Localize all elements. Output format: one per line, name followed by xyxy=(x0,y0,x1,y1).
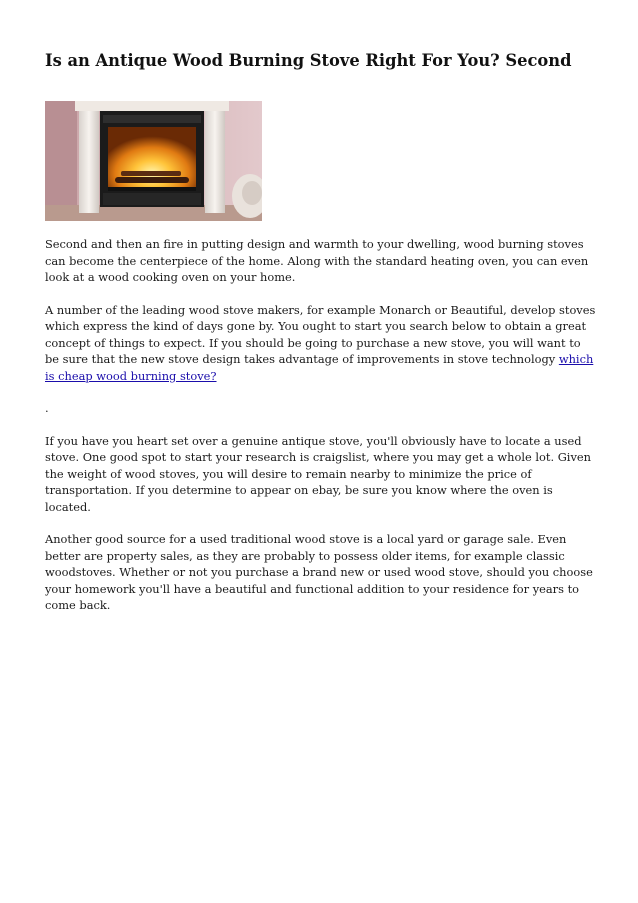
paragraph-2-text: A number of the leading wood stove makers, for example Monarch or Beautiful, develop stoves which express the kind of days gone by. You ought to start you search below to obtain a great concept of things to expect. If you should be going to purchase a new stove, you will want to be sure that the new stove design takes advantage of improvements in stove technology xyxy=(45,302,596,366)
article-title: Is an Antique Wood Burning Stove Right For You? Second xyxy=(45,51,572,70)
paragraph-2 xyxy=(45,302,597,385)
paragraph-1: Second and then an fire in putting design and warmth to your dwelling, wood burning stoves can become the centerpiece of the home. Along with the standard heating oven, you can even look at a wood cooking oven on your home. xyxy=(45,237,589,284)
paragraph-4: If you have you heart set over a genuine antique stove, you'll obviously have to locate a used stove. One good spot to start your research is craigslist, where you may get a whole lot. Given the weight of wood stoves, you will desire to remain nearby to minimize the price of transportation. If you determine to appear on ebay, be sure you know where the oven is located. xyxy=(45,433,591,514)
paragraph-5: Another good source for a used traditional wood stove is a local yard or garage sale. Even better are property sales, as they are probably to possess older items, for example classic woodstoves. Whether or not you purchase a brand new or used wood stove, should you choose your homework you'll have a beautiful and functional addition to your residence for years to come back. xyxy=(45,532,593,612)
cheap-stove-link[interactable]: which is cheap wood burning stove? xyxy=(45,352,594,383)
paragraph-3: . xyxy=(45,401,49,415)
fireplace-photo xyxy=(45,101,262,221)
article-body xyxy=(45,236,597,630)
